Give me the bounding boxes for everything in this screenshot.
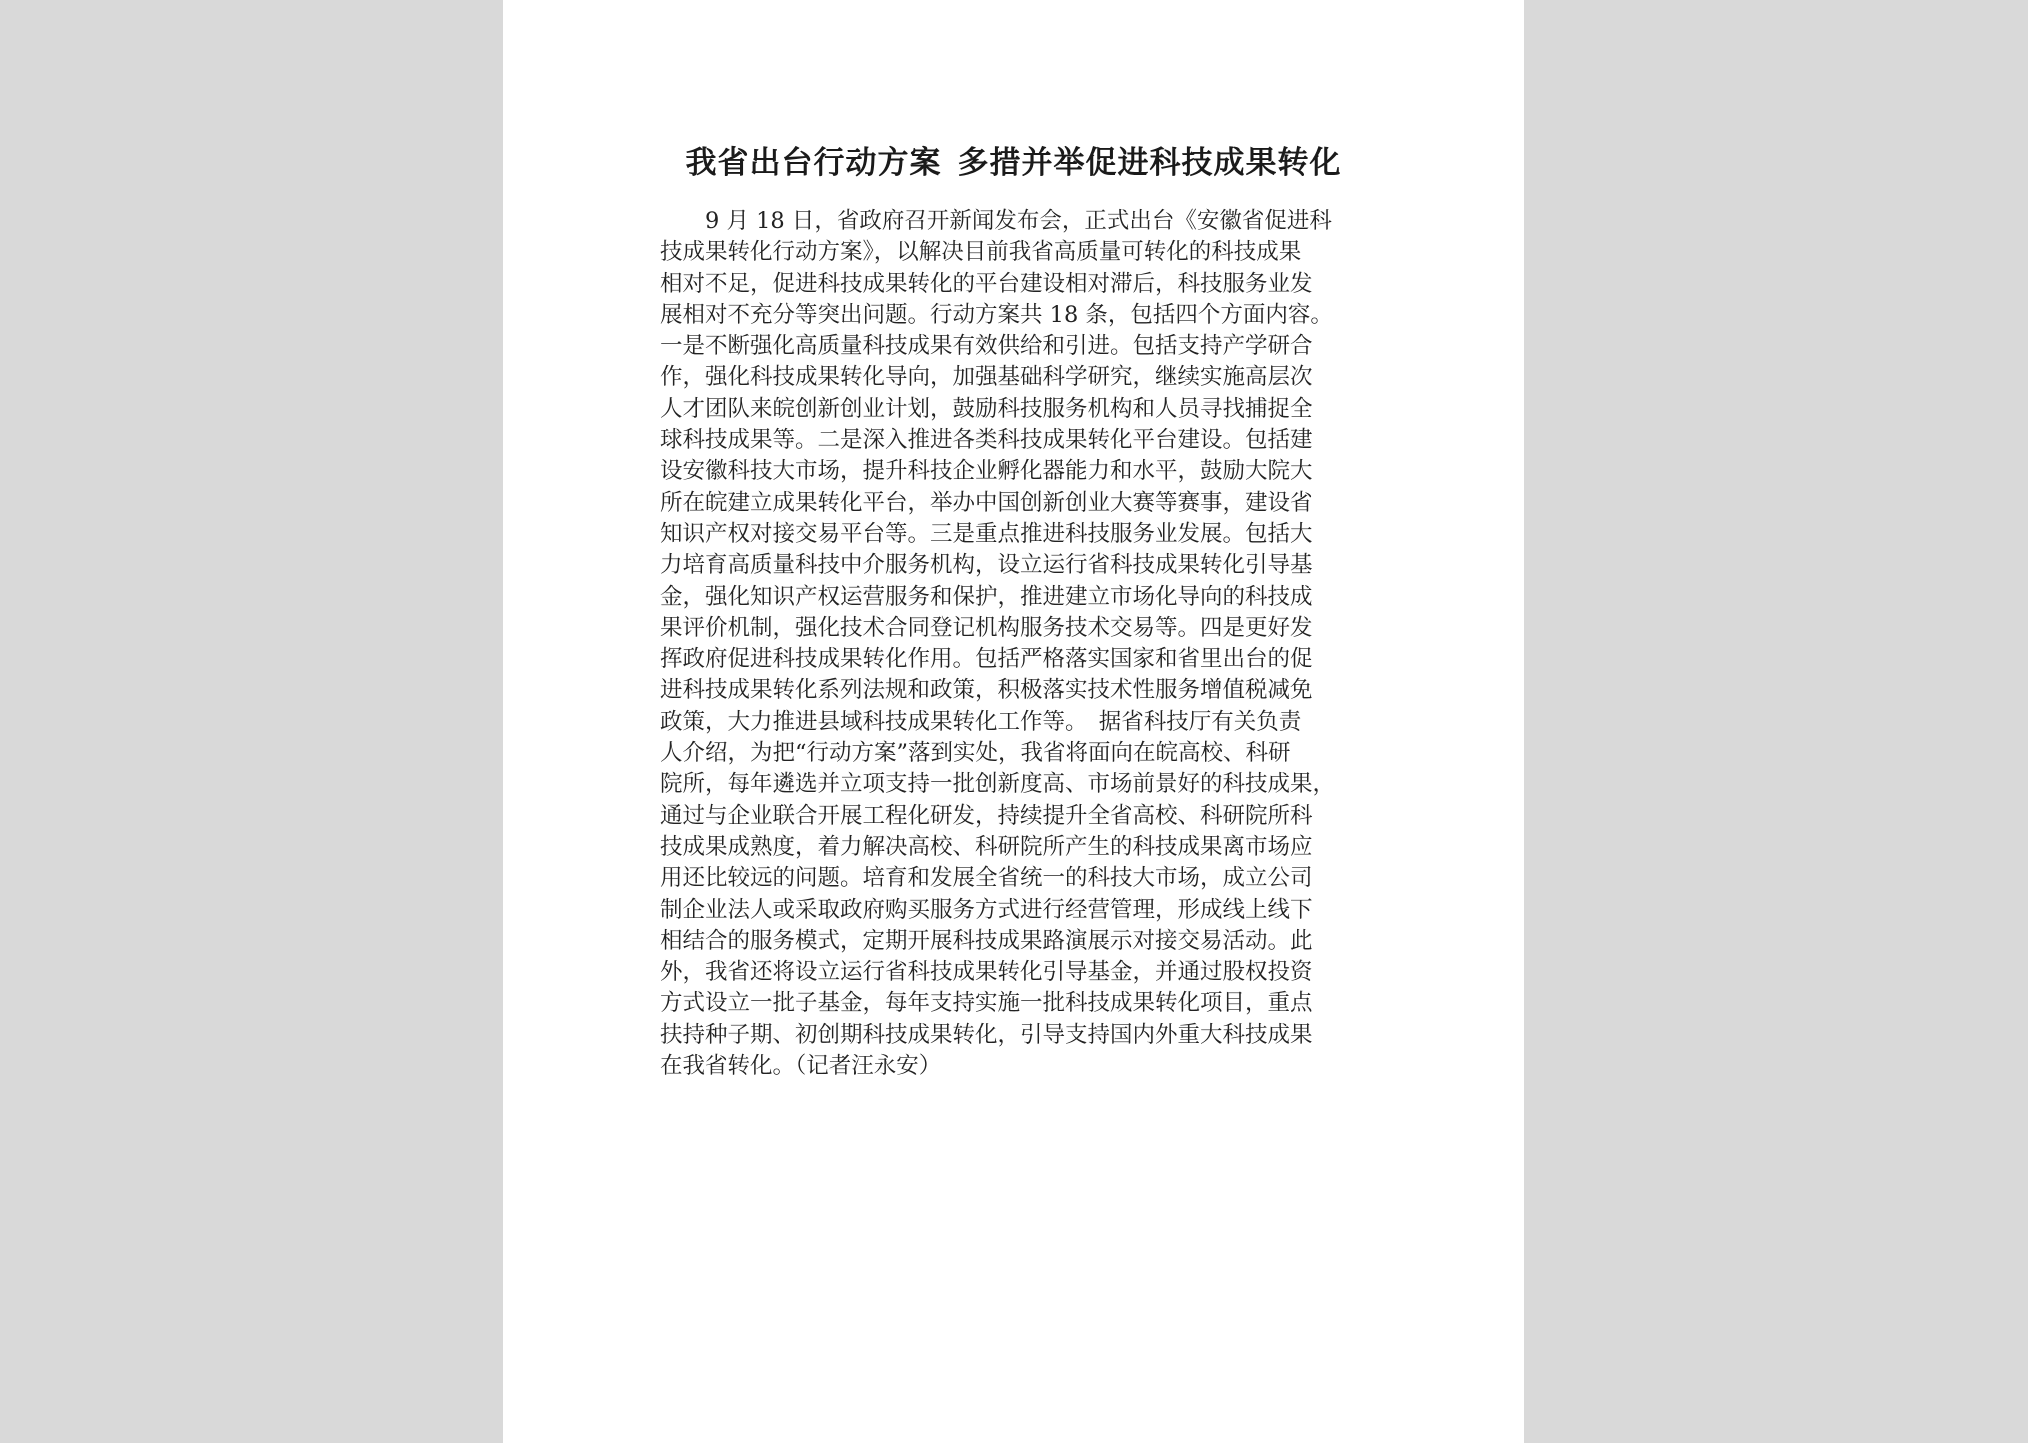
body-line: 作，强化科技成果转化导向，加强基础科学研究，继续实施高层次 [660, 364, 1313, 391]
body-line: 制企业法人或采取政府购买服务方式进行经营管理，形成线上线下 [660, 896, 1313, 923]
body-line: 相结合的服务模式，定期开展科技成果路演展示对接交易活动。此 [660, 927, 1313, 954]
article-title-part1: 我省出台行动方案 [685, 145, 942, 181]
body-line: 技成果成熟度，着力解决高校、科研院所产生的科技成果离市场应 [660, 833, 1313, 860]
body-line: 方式设立一批子基金，每年支持实施一批科技成果转化项目，重点 [660, 990, 1313, 1017]
body-line: 设安徽科技大市场，提升科技企业孵化器能力和水平，鼓励大院大 [660, 458, 1313, 485]
article-title-part2: 多措并举促进科技成果转化 [957, 145, 1342, 181]
body-line: 政策，大力推进县域科技成果转化工作等。 据省科技厅有关负责 [660, 708, 1302, 735]
body-line: 球科技成果等。二是深入推进各类科技成果转化平台建设。包括建 [660, 427, 1313, 454]
body-line: 人介绍，为把“行动方案”落到实处，我省将面向在皖高校、科研 [660, 740, 1291, 767]
body-line: 扶持种子期、初创期科技成果转化，引导支持国内外重大科技成果 [660, 1021, 1313, 1048]
body-line: 果评价机制，强化技术合同登记机构服务技术交易等。四是更好发 [660, 614, 1313, 641]
body-line: 人才团队来皖创新创业计划，鼓励科技服务机构和人员寻找捕捉全 [660, 395, 1313, 422]
article-body [660, 206, 1420, 1082]
body-line: 力培育高质量科技中介服务机构，设立运行省科技成果转化引导基 [660, 552, 1313, 579]
body-line: 9 月 18 日，省政府召开新闻发布会，正式出台《安徽省促进科 [705, 208, 1332, 234]
body-line: 知识产权对接交易平台等。三是重点推进科技服务业发展。包括大 [660, 520, 1313, 547]
body-line: 外，我省还将设立运行省科技成果转化引导基金，并通过股权投资 [660, 959, 1313, 986]
body-line: 进科技成果转化系列法规和政策，积极落实技术性服务增值税减免 [660, 677, 1313, 704]
body-line: 院所，每年遴选并立项支持一批创新度高、市场前景好的科技成果， [660, 771, 1336, 798]
body-line: 技成果转化行动方案》，以解决目前我省高质量可转化的科技成果 [660, 239, 1302, 266]
body-line: 用还比较远的问题。培育和发展全省统一的科技大市场，成立公司 [660, 865, 1313, 892]
body-line: 通过与企业联合开展工程化研发，持续提升全省高校、科研院所科 [660, 802, 1313, 829]
article-title [503, 143, 1524, 183]
document-page [503, 0, 1524, 1443]
body-line: 相对不足，促进科技成果转化的平台建设相对滞后，科技服务业发 [660, 270, 1313, 297]
body-line: 展相对不充分等突出问题。行动方案共 18 条，包括四个方面内容。 [660, 301, 1333, 328]
body-line: 所在皖建立成果转化平台，举办中国创新创业大赛等赛事，建设省 [660, 489, 1313, 516]
body-line: 挥政府促进科技成果转化作用。包括严格落实国家和省里出台的促 [660, 646, 1313, 673]
body-line: 在我省转化。（记者汪永安） [660, 1053, 942, 1080]
body-line: 一是不断强化高质量科技成果有效供给和引进。包括支持产学研合 [660, 333, 1313, 360]
body-line: 金，强化知识产权运营服务和保护，推进建立市场化导向的科技成 [660, 583, 1313, 610]
